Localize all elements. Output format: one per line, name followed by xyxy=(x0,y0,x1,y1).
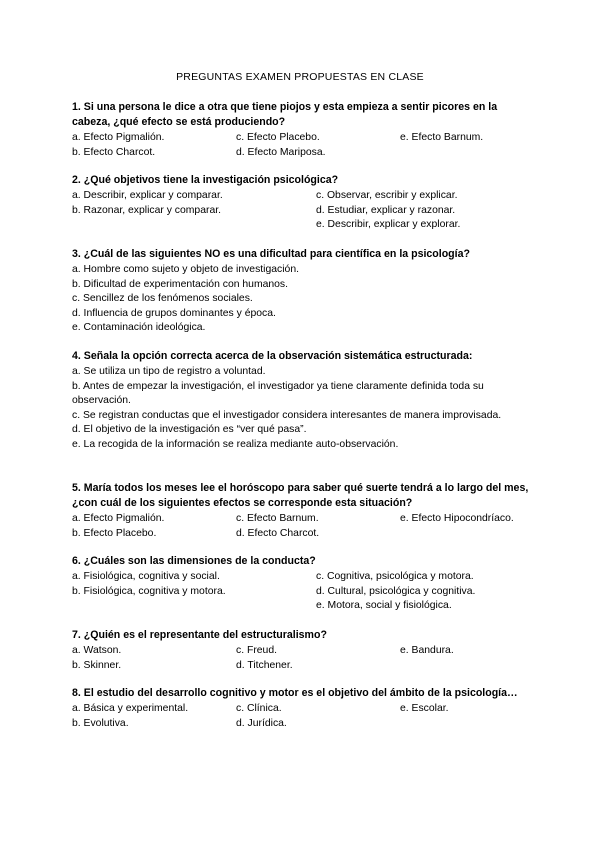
option-c: c. Observar, escribir y explicar. xyxy=(316,190,458,201)
question-1 xyxy=(72,100,532,160)
question-stem: 2. ¿Qué objetivos tiene la investigación psicológica? xyxy=(72,174,339,186)
question-stem: 8. El estudio del desarrollo cognitivo y motor es el objetivo del ámbito de la psicología… xyxy=(72,687,518,699)
option-d: d. Influencia de grupos dominantes y época. xyxy=(72,307,276,319)
option-c: c. Cognitiva, psicológica y motora. xyxy=(316,571,474,582)
question-stem: 3. ¿Cuál de las siguientes NO es una dificultad para científica en la psicología? xyxy=(72,248,470,260)
option-c: c. Efecto Barnum. xyxy=(236,513,319,524)
option-a: a. Efecto Pigmalión. xyxy=(72,132,165,143)
question-3 xyxy=(72,247,532,336)
option-d: d. Efecto Mariposa. xyxy=(236,146,326,158)
option-c: c. Se registran conductas que el investigador considera interesantes de manera improvisada. xyxy=(72,409,502,421)
option-a: a. Se utiliza un tipo de registro a voluntad. xyxy=(72,366,266,377)
option-c: c. Efecto Placebo. xyxy=(236,132,320,143)
option-e: e. Describir, explicar y explorar. xyxy=(316,219,461,231)
question-stem: 4. Señala la opción correcta acerca de la observación sistemática estructurada: xyxy=(72,350,473,362)
question-stem: 5. María todos los meses lee el horóscopo para saber qué suerte tendrá a lo largo del mes, ¿con cuál de los siguientes efectos se corresponde esta situación? xyxy=(72,482,529,509)
option-b: b. Antes de empezar la investigación, el investigador ya tiene claramente definida toda su observación. xyxy=(72,380,484,407)
option-e: e. La recogida de la información se realiza mediante auto-observación. xyxy=(72,438,399,450)
option-d: d. El objetivo de la investigación es “ver qué pasa”. xyxy=(72,424,307,436)
option-d: d. Cultural, psicológica y cognitiva. xyxy=(316,585,476,597)
question-4 xyxy=(72,349,532,453)
question-2 xyxy=(72,173,532,233)
page-title: PREGUNTAS EXAMEN PROPUESTAS EN CLASE xyxy=(176,71,424,83)
option-e: e. Efecto Barnum. xyxy=(400,132,484,143)
option-b: b. Razonar, explicar y comparar. xyxy=(72,204,221,216)
option-d: d. Efecto Charcot. xyxy=(236,527,320,539)
question-stem: 7. ¿Quién es el representante del estructuralismo? xyxy=(72,629,327,641)
option-a: a. Watson. xyxy=(72,645,122,656)
option-a: a. Efecto Pigmalión. xyxy=(72,513,165,524)
option-e: e. Motora, social y fisiológica. xyxy=(316,600,452,612)
option-b: b. Skinner. xyxy=(72,659,122,671)
question-7 xyxy=(72,628,532,673)
option-b: b. Fisiológica, cognitiva y motora. xyxy=(72,585,226,597)
option-b: b. Evolutiva. xyxy=(72,717,129,729)
option-b: b. Efecto Placebo. xyxy=(72,527,157,539)
option-b: b. Dificultad de experimentación con humanos. xyxy=(72,278,289,290)
option-e: e. Bandura. xyxy=(400,645,454,656)
option-a: a. Fisiológica, cognitiva y social. xyxy=(72,571,220,582)
option-d: d. Titchener. xyxy=(236,659,293,671)
option-b: b. Efecto Charcot. xyxy=(72,146,156,158)
question-8 xyxy=(72,686,532,731)
option-e: e. Contaminación ideológica. xyxy=(72,322,206,334)
question-6 xyxy=(72,554,532,614)
option-e: e. Escolar. xyxy=(400,703,449,714)
question-stem: 6. ¿Cuáles son las dimensiones de la conducta? xyxy=(72,555,316,567)
option-e: e. Efecto Hipocondríaco. xyxy=(400,513,514,524)
option-a: a. Hombre como sujeto y objeto de investigación. xyxy=(72,264,299,275)
option-c: c. Clínica. xyxy=(236,703,282,714)
option-a: a. Básica y experimental. xyxy=(72,703,189,714)
option-a: a. Describir, explicar y comparar. xyxy=(72,190,223,201)
option-d: d. Jurídica. xyxy=(236,717,287,729)
option-c: c. Sencillez de los fenómenos sociales. xyxy=(72,293,253,305)
option-d: d. Estudiar, explicar y razonar. xyxy=(316,204,456,216)
option-c: c. Freud. xyxy=(236,645,277,656)
question-stem: 1. Si una persona le dice a otra que tiene piojos y esta empieza a sentir picores en la cabeza, ¿qué efecto se está produciendo? xyxy=(72,101,498,128)
question-5 xyxy=(72,481,532,541)
